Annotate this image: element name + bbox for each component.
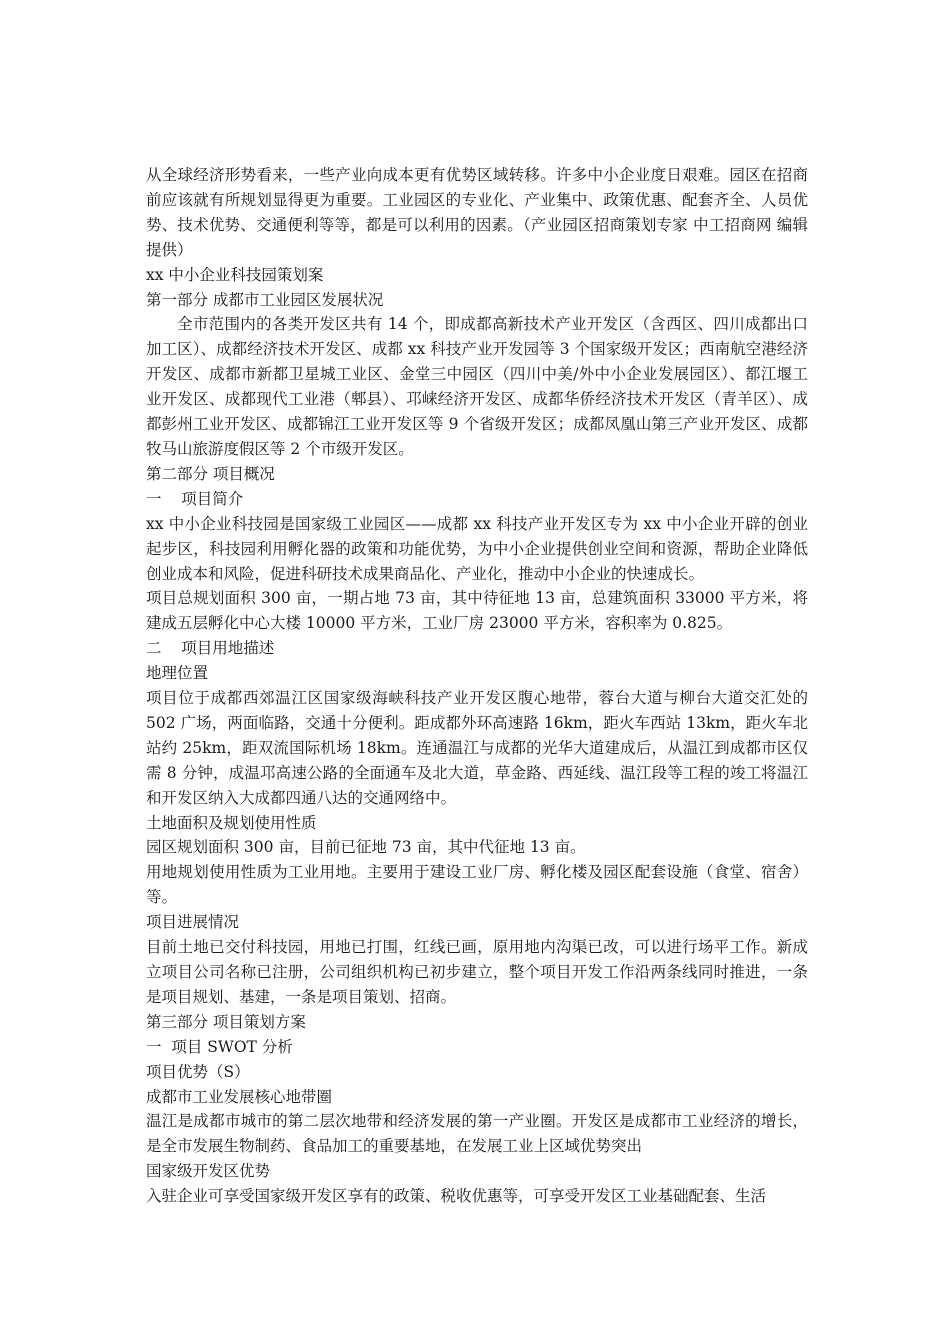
document-page bbox=[146, 163, 808, 1209]
land-heading: 土地面积及规划使用性质 bbox=[146, 813, 317, 832]
national-zone-heading: 国家级开发区优势 bbox=[146, 1162, 271, 1181]
section1-heading: 一 项目简介 bbox=[146, 489, 244, 508]
section1-body-1: xx 中小企业科技园是国家级工业园区——成都 xx 科技产业开发区专为 xx 中小企业开辟的创业起步区，科技园利用孵化器的政策和功能优势，为中小企业提供创业空间和资源，帮助企业降低创业成本和风险，促进科研技术成果商品化、产业化，推动中小企业的快速成长。 bbox=[146, 514, 808, 583]
intro-paragraph: 从全球经济形势看来，一些产业向成本更有优势区域转移。许多中小企业度日艰难。园区在招商前应该就有所规划显得更为重要。工业园区的专业化、产业集中、政策优惠、配套齐全、人员优势、技术优势、交通便利等等，都是可以利用的因素。（产业园区招商策划专家 中工招商网 编辑提供） bbox=[146, 166, 808, 259]
national-zone-body: 入驻企业可享受国家级开发区享有的政策、税收优惠等，可享受开发区工业基础配套、生活 bbox=[146, 1187, 767, 1206]
part1-body: 全市范围内的各类开发区共有 14 个，即成都高新技术产业开发区（含西区、四川成都出口加工区）、成都经济技术开发区、成都 xx 科技产业开发园等 3 个国家级开发区；西南航空港经济开发区、成都市新都卫星城工业区、金堂三中园区（四川中美/外中小企业发展园区）、都江堰工业开发区、成都现代工业港（郫县）、邛崃经济开发区、成都华侨经济技术开发区（青羊区）、成都彭州工业开发区、成都锦江工业开发区等 9 个省级开发区；成都凤凰山第三产业开发区、成都牧马山旅游度假区等 2 个市级开发区。 bbox=[146, 315, 808, 458]
progress-body: 目前土地已交付科技园，用地已打围，红线已画，原用地内沟渠已改，可以进行场平工作。新成立项目公司名称已注册，公司组织机构已初步建立，整个项目开发工作沿两条线同时推进，一条是项目规划、基建，一条是项目策划、招商。 bbox=[146, 938, 808, 1006]
section1-body-2: 项目总规划面积 300 亩，一期占地 73 亩，其中待征地 13 亩，总建筑面积 33000 平方米，将建成五层孵化中心大楼 10000 平方米，工业厂房 23000 平方米，容积率为 0.825。 bbox=[146, 589, 808, 633]
document-title: xx 中小企业科技园策划案 bbox=[146, 265, 324, 284]
land-body-1: 园区规划面积 300 亩，目前已征地 73 亩，其中代征地 13 亩。 bbox=[146, 838, 586, 857]
progress-heading: 项目进展情况 bbox=[146, 913, 240, 932]
part1-heading: 第一部分 成都市工业园区发展状况 bbox=[146, 290, 384, 309]
location-body: 项目位于成都西郊温江区国家级海峡科技产业开发区腹心地带，蓉台大道与柳台大道交汇处的 502 广场，两面临路，交通十分便利。距成都外环高速路 16km，距火车西站 13km，距火车北站约 25km，距双流国际机场 18km。连通温江与成都的光华大道建成后，从温江到成都市区仅需 8 分钟，成温邛高速公路的全面通车及北大道，草金路、西延线、温江段等工程的竣工将温江和开发区纳入大成都四通八达的交通网络中。 bbox=[146, 689, 808, 807]
section2-heading: 二 项目用地描述 bbox=[146, 639, 275, 658]
core-zone-heading: 成都市工业发展核心地带圈 bbox=[146, 1087, 333, 1106]
part2-heading: 第二部分 项目概况 bbox=[146, 464, 275, 483]
land-body-2: 用地规划使用性质为工业用地。主要用于建设工业厂房、孵化楼及园区配套设施（食堂、宿舍）等。 bbox=[146, 863, 808, 907]
location-heading: 地理位置 bbox=[146, 664, 209, 683]
strength-heading: 项目优势（S） bbox=[146, 1062, 250, 1081]
part3-heading: 第三部分 项目策划方案 bbox=[146, 1012, 306, 1031]
swot-heading: 一 项目 SWOT 分析 bbox=[146, 1037, 293, 1056]
core-zone-body: 温江是成都市城市的第二层次地带和经济发展的第一产业圈。开发区是成都市工业经济的增长，是全市发展生物制药、食品加工的重要基地，在发展工业上区域优势突出 bbox=[146, 1112, 808, 1156]
